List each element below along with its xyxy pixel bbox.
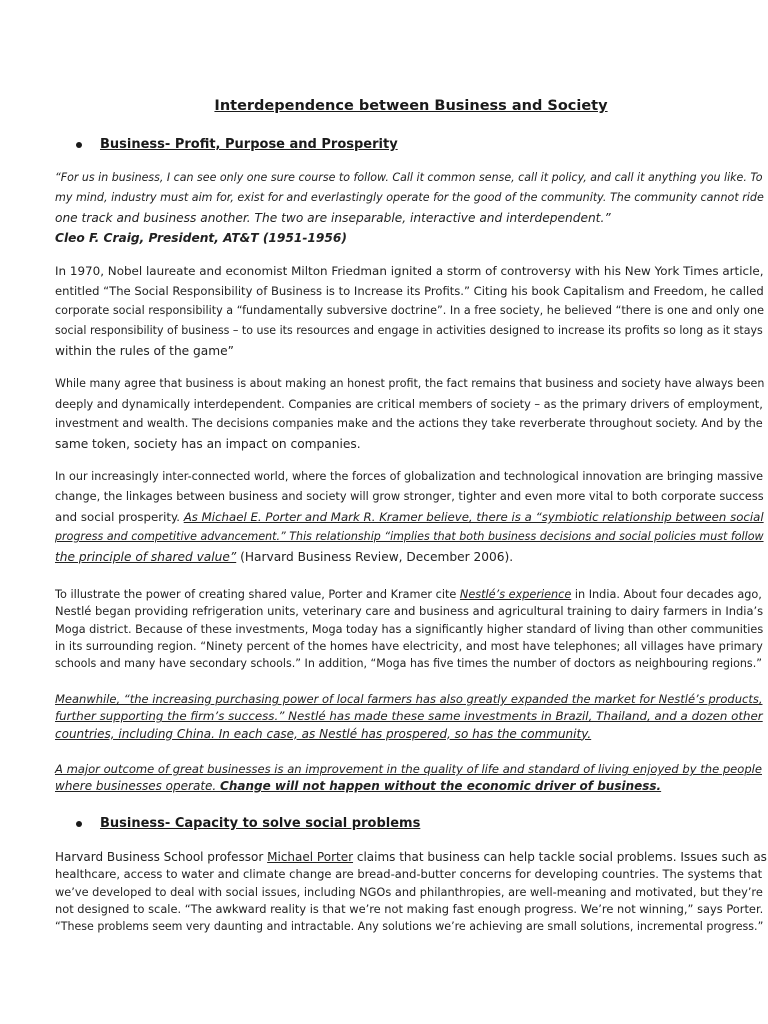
page-title: Interdependence between Business and Society bbox=[214, 98, 608, 114]
quote-line: “For us in business, I can see only one sure course to follow. Call it common sense, call it policy, and call it anything you like. To bbox=[55, 171, 763, 184]
paragraph-line: In 1970, Nobel laureate and economist Milton Friedman ignited a storm of controversy with his New York Times article, bbox=[55, 264, 764, 278]
bullet-icon bbox=[76, 821, 82, 827]
paragraph-line: social responsibility of business – to use its resources and engage in activities designed to increase its profits so long as it stays bbox=[55, 324, 763, 337]
paragraph-line: corporate social responsibility a “fundamentally subversive doctrine”. In a free society, he believed “there is one and only one bbox=[55, 304, 765, 317]
bullet-icon bbox=[76, 142, 82, 148]
paragraph-line bbox=[55, 507, 767, 527]
paragraph-line: countries, including China. In each case, as Nestlé has prospered, so has the community. bbox=[55, 726, 592, 741]
porter-kramer-link[interactable]: the principle of shared value” bbox=[55, 550, 237, 564]
paragraph-text: claims that business can help tackle social problems. Issues such as bbox=[353, 850, 767, 864]
paragraph-nestle-moga bbox=[55, 586, 767, 672]
paragraph-nestle-growth bbox=[55, 691, 767, 743]
paragraph-line: in its surrounding region. “Ninety percent of the homes have electricity, and most have telephones; all villages have primary bbox=[55, 639, 763, 653]
paragraph-line: entitled “The Social Responsibility of Business is to Increase its Profits.” Citing his book Capitalism and Freedom, he called bbox=[55, 284, 764, 298]
paragraph-text: (Harvard Business Review, December 2006). bbox=[236, 550, 514, 564]
paragraph-line: Moga district. Because of these investments, Moga today has a significantly higher standard of living than other communities bbox=[55, 622, 764, 636]
paragraph-text: Harvard Business School professor bbox=[55, 850, 268, 864]
paragraph-line: investment and wealth. The decisions companies make and the actions they take reverberate throughout society. And by the bbox=[55, 417, 763, 430]
porter-kramer-link[interactable]: As Michael E. Porter and Mark R. Kramer believe, there is a “symbiotic relationship between social bbox=[183, 510, 764, 524]
paragraph-line: further supporting the firm’s success.” Nestlé has made these same investments in Brazil, Thailand, and a dozen other bbox=[55, 709, 763, 724]
porter-kramer-link[interactable]: progress and competitive advancement.” This relationship “implies that both business decisions and social policies must follow bbox=[55, 530, 764, 543]
paragraph-line: Nestlé began providing refrigeration units, veterinary care and business and agricultural training to dairy farmers in India’s bbox=[55, 604, 764, 619]
paragraph-line bbox=[55, 778, 767, 795]
paragraph-line: within the rules of the game” bbox=[55, 344, 234, 358]
section-heading-text: Business- Profit, Purpose and Prosperity bbox=[100, 137, 398, 152]
paragraph-line: Meanwhile, “the increasing purchasing power of local farmers has also greatly expanded the market for Nestlé’s products, bbox=[55, 692, 763, 706]
paragraph-line: deeply and dynamically interdependent. Companies are critical members of society – as the primary drivers of employment, bbox=[55, 397, 763, 411]
paragraph-line: While many agree that business is about making an honest profit, the fact remains that business and society have always been bbox=[55, 377, 765, 390]
michael-porter-link[interactable]: Michael Porter bbox=[267, 850, 354, 864]
quote-line: my mind, industry must aim for, exist for and everlastingly operate for the good of the community. The community cannot ride bbox=[55, 191, 764, 204]
paragraph-interdependent bbox=[55, 374, 767, 454]
paragraph-text: and social prosperity. bbox=[55, 510, 184, 524]
paragraph-shared-value bbox=[55, 467, 767, 567]
paragraph-line: A major outcome of great businesses is an improvement in the quality of life and standard of living enjoyed by the people bbox=[55, 762, 762, 776]
paragraph-text: in India. About four decades ago, bbox=[571, 588, 762, 601]
paragraph-line: same token, society has an impact on companies. bbox=[55, 437, 361, 451]
paragraph-line: change, the linkages between business and society will grow stronger, tighter and even more vital to both corporate success bbox=[55, 490, 764, 503]
quote-block bbox=[55, 168, 767, 248]
quote-line: one track and business another. The two are inseparable, interactive and interdependent.” bbox=[55, 211, 611, 225]
section-heading-text: Business- Capacity to solve social problems bbox=[100, 816, 421, 831]
section-heading-social-problems bbox=[76, 816, 420, 831]
paragraph-porter-social bbox=[55, 849, 767, 935]
paragraph-friedman bbox=[55, 261, 767, 361]
paragraph-line: schools and many have secondary schools.” In addition, “Moga has five times the number of doctors as neighbouring regions.” bbox=[55, 657, 762, 671]
quote-attribution: Cleo F. Craig, President, AT&T (1951-1956) bbox=[55, 231, 347, 245]
paragraph-line bbox=[55, 849, 767, 866]
paragraph-text: where businesses operate. bbox=[55, 779, 221, 794]
paragraph-text: To illustrate the power of creating shared value, Porter and Kramer cite bbox=[55, 588, 460, 601]
paragraph-major-outcome bbox=[55, 761, 767, 796]
paragraph-line: we’ve developed to deal with social issues, including NGOs and philanthropies, are well-meaning and motivated, but they’re bbox=[55, 884, 763, 899]
paragraph-emphasis: Change will not happen without the economic driver of business. bbox=[220, 779, 662, 794]
paragraph-line bbox=[55, 586, 767, 603]
paragraph-line: In our increasingly inter-connected world, where the forces of globalization and technological innovation are bringing massive bbox=[55, 470, 763, 483]
paragraph-line: “These problems seem very daunting and intractable. Any solutions we’re achieving are small solutions, incremental progress.” bbox=[55, 920, 764, 934]
paragraph-line bbox=[55, 547, 767, 567]
section-heading-profit bbox=[76, 137, 398, 152]
paragraph-line: not designed to scale. “The awkward reality is that we’re not making fast enough progress. We’re not winning,” says Porter. bbox=[55, 901, 764, 916]
nestle-experience-link[interactable]: Nestlé’s experience bbox=[459, 588, 572, 601]
paragraph-line: healthcare, access to water and climate change are bread-and-butter concerns for developing countries. The systems that bbox=[55, 867, 763, 882]
